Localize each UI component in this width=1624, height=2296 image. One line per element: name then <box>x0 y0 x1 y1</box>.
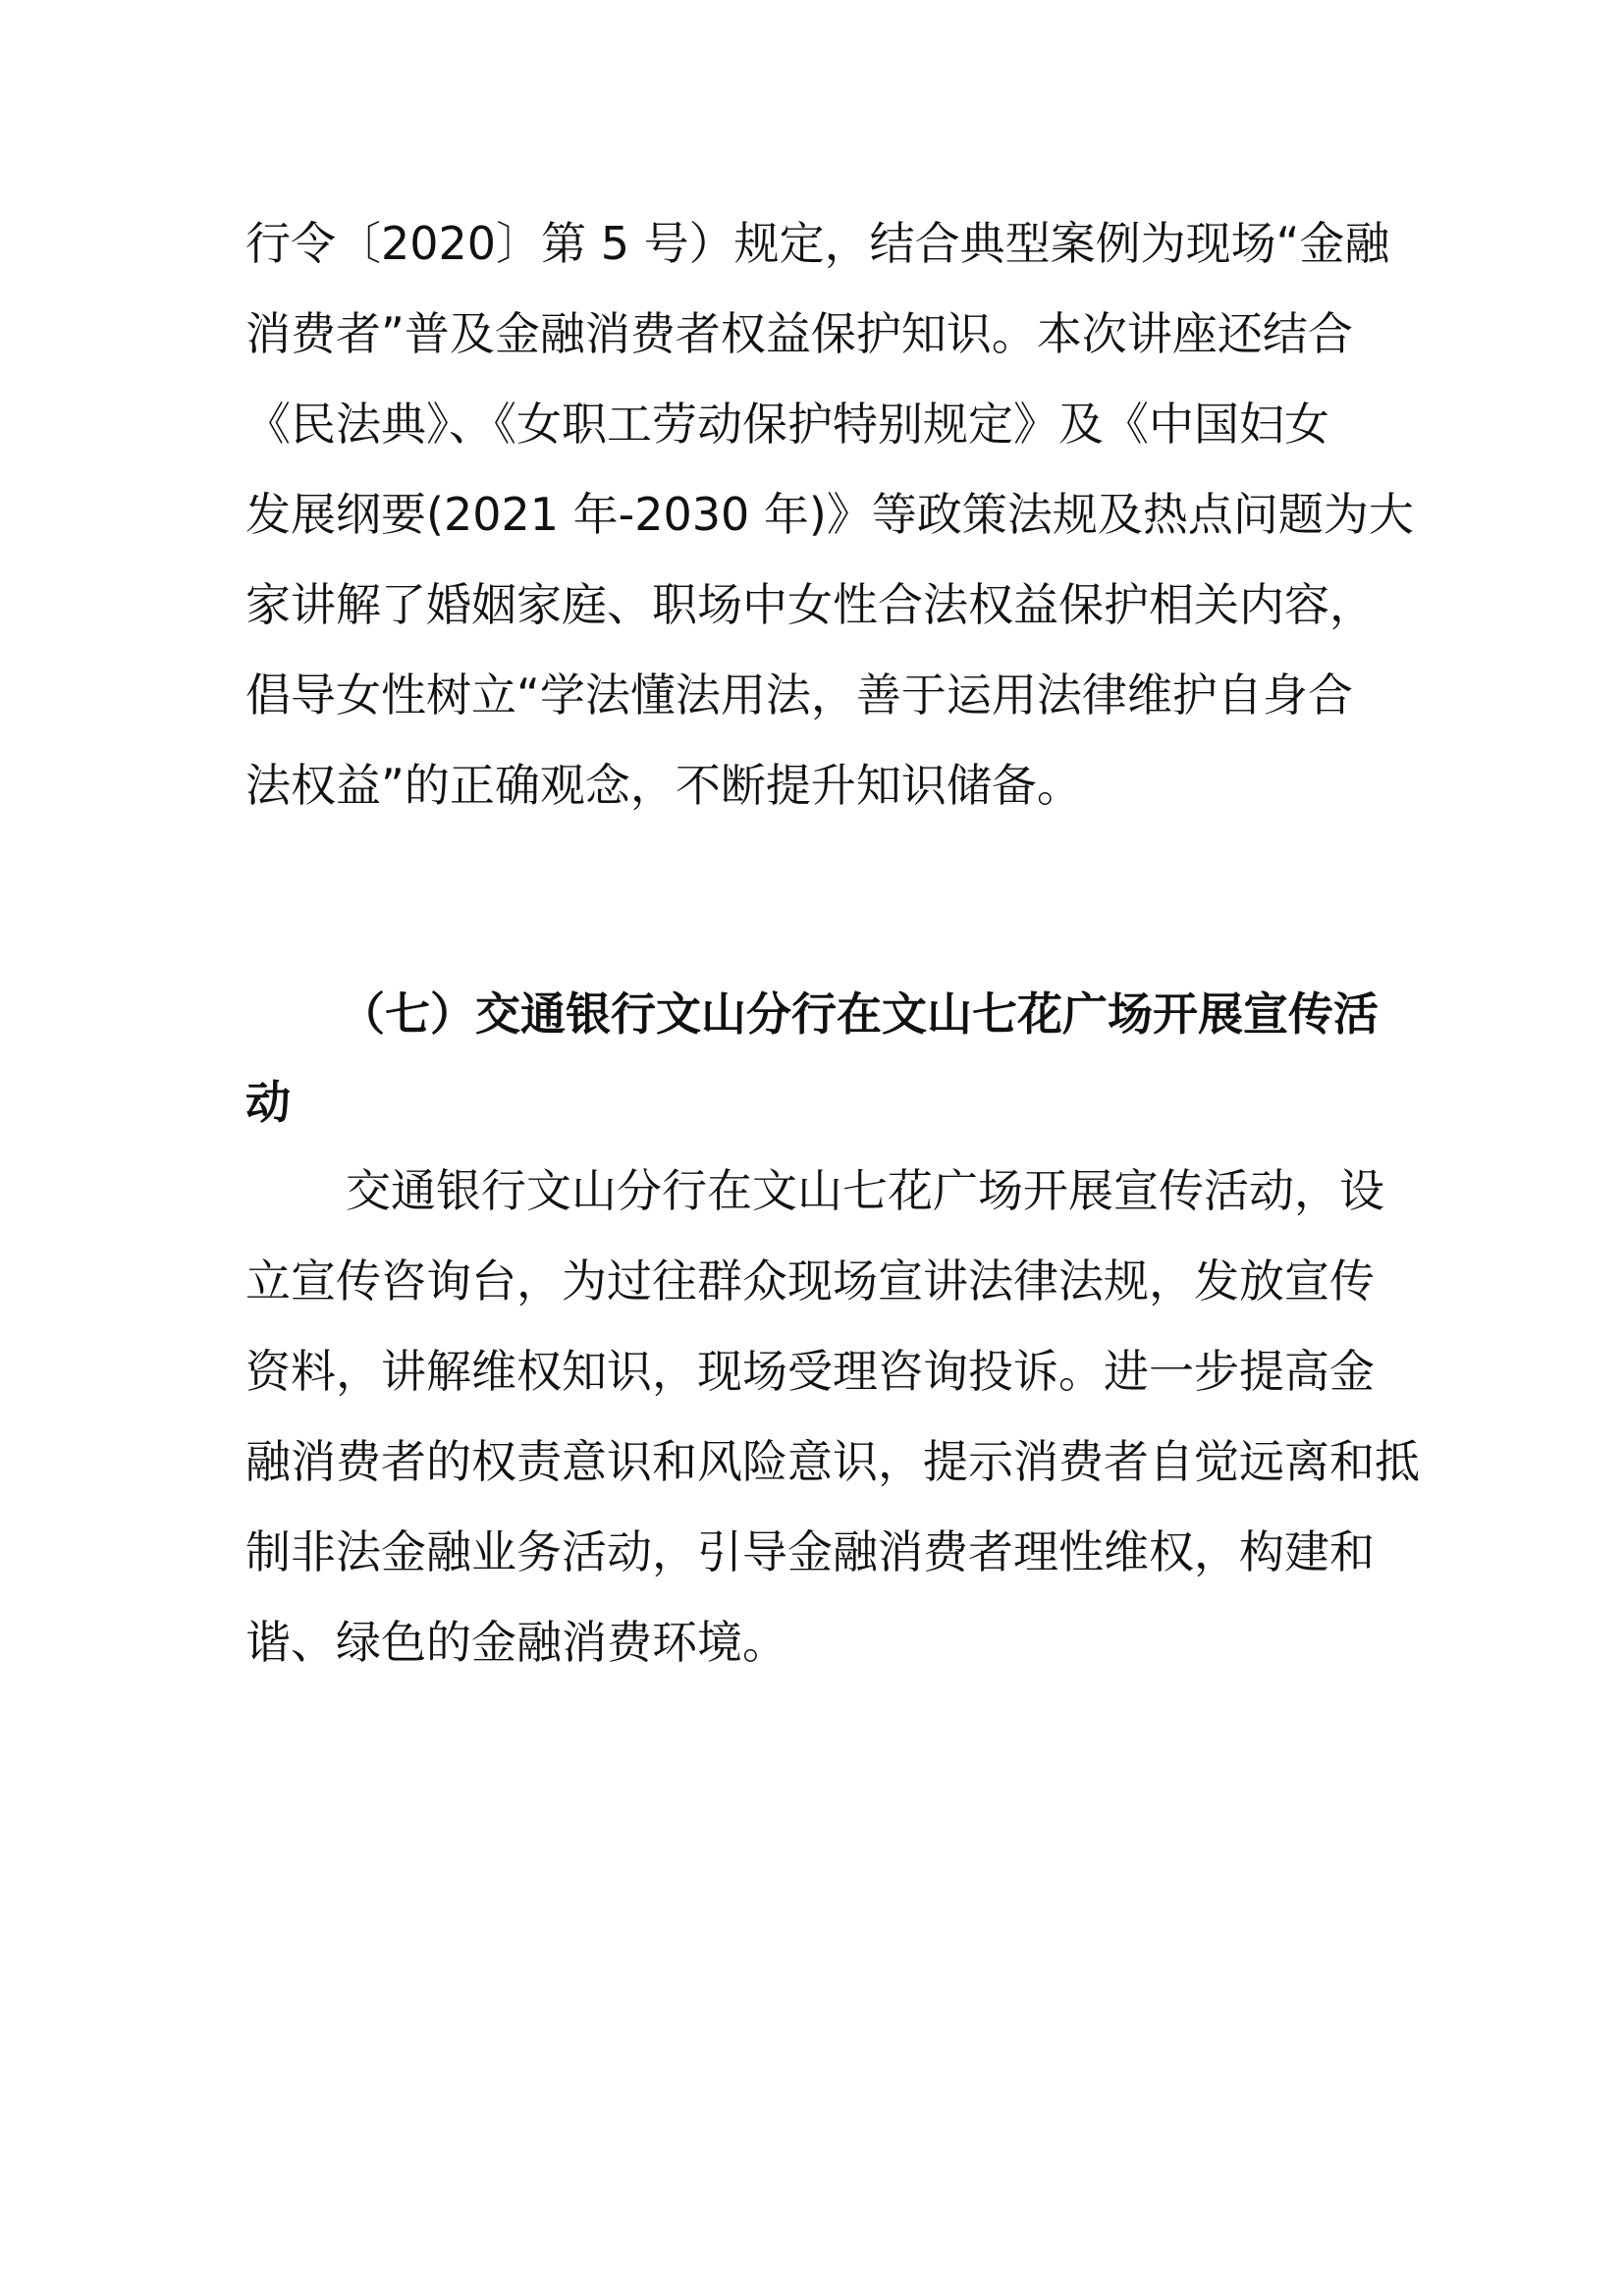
paragraph-2-line: 谐、绿色的金融消费环境。 <box>245 1616 787 1669</box>
paragraph-2-line: 资料，讲解维权知识，现场受理咨询投诉。进一步提高金 <box>245 1345 1375 1398</box>
paragraph-2-line: 交通银行文山分行在文山七花广场开展宣传活动，设 <box>346 1164 1384 1217</box>
paragraph-1-line: 《民法典》、《女职工劳动保护特别规定》及《中国妇女 <box>245 398 1329 451</box>
section-heading-line: 动 <box>245 1076 291 1129</box>
paragraph-2-line: 融消费者的权责意识和风险意识，提示消费者自觉远离和抵 <box>245 1435 1420 1488</box>
paragraph-1-line: 消费者”普及金融消费者权益保护知识。本次讲座还结合 <box>245 307 1353 360</box>
paragraph-2-line: 制非法金融业务活动，引导金融消费者理性维权，构建和 <box>245 1525 1375 1578</box>
paragraph-1-line: 法权益”的正确观念，不断提升知识储备。 <box>245 759 1082 812</box>
paragraph-1-line: 倡导女性树立“学法懂法用法，善于运用法律维护自身合 <box>245 668 1353 721</box>
paragraph-1-line: 家讲解了婚姻家庭、职场中女性合法权益保护相关内容， <box>245 578 1375 631</box>
section-heading-line: （七）交通银行文山分行在文山七花广场开展宣传活 <box>340 988 1379 1041</box>
paragraph-2-line: 立宣传咨询台，为过往群众现场宣讲法律法规，发放宣传 <box>245 1255 1375 1308</box>
paragraph-1-line: 行令〔2020〕第 5 号）规定，结合典型案例为现场“金融 <box>245 217 1390 270</box>
paragraph-1-line: 发展纲要(2021 年-2030 年)》等政策法规及热点问题为大 <box>245 488 1414 541</box>
